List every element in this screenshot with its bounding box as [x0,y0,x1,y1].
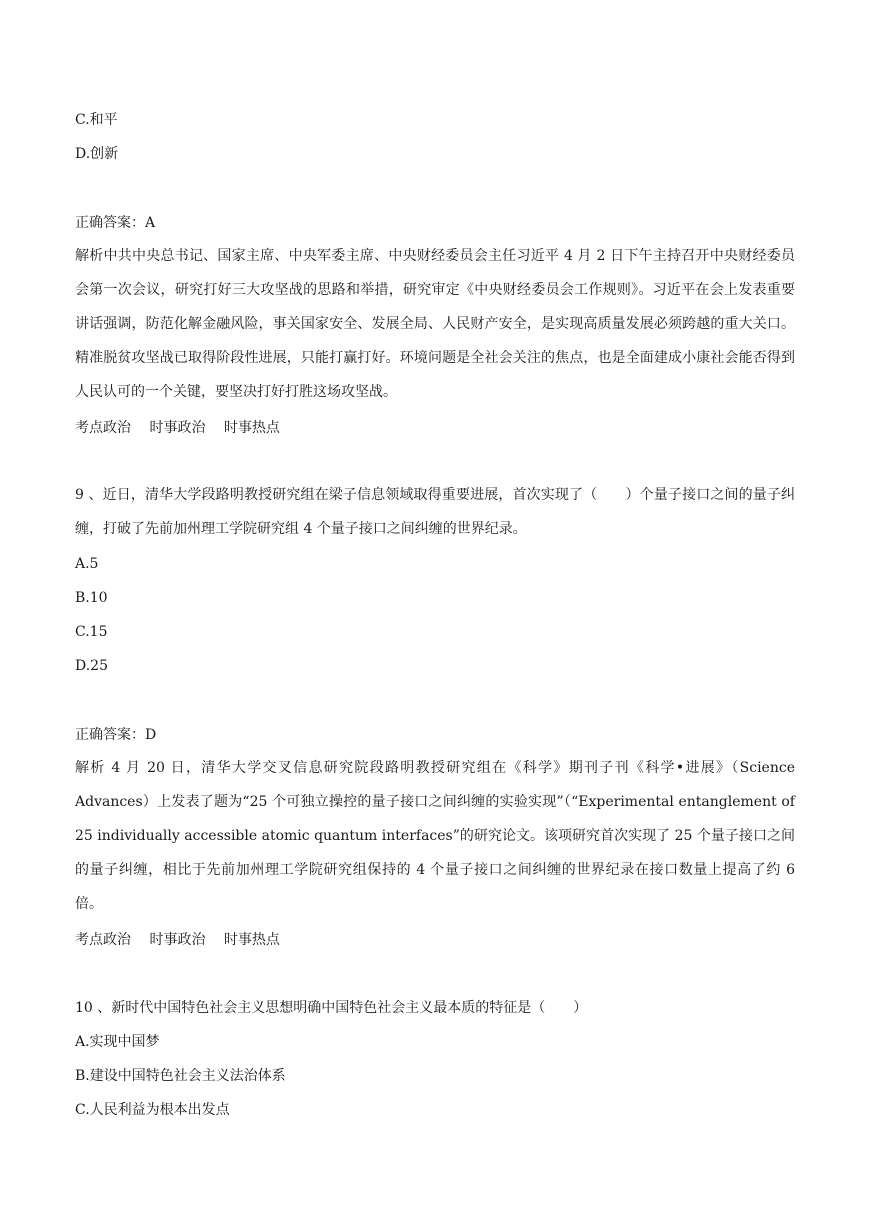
q9-option-b: B.10 [75,590,108,606]
tag-item: 时事政治 [149,932,206,948]
q10-option-a: A.实现中国梦 [75,1034,160,1050]
q9-option-a: A.5 [75,556,99,572]
answer-q9: 正确答案：D [75,727,157,743]
question-9: 9 、近日，清华大学段路明教授研究组在梁子信息领域取得重要进展，首次实现了（ ）个量子接口之间的量子纠缠，打破了先前加州理工学院研究组 4 个量子接口之间纠缠的世界纪录。 [75,487,795,537]
tag-item: 考点政治 [75,420,131,436]
option-c-prev: C.和平 [75,112,118,128]
q10-option-c: C.人民利益为根本出发点 [75,1102,230,1118]
analysis-prev: 解析中共中央总书记、国家主席、中央军委主席、中央财经委员会主任习近平 4 月 2 日下午主持召开中央财经委员会第一次会议，研究打好三大攻坚战的思路和举措，研究审定《中央财经委员会工作规则》。习近平在会上发表重要讲话强调，防范化解金融风险，事关国家安全、发展全局、人民财产安全，是实现高质量发展必须跨越的重大关口。精准脱贫攻坚战已取得阶段性进展，只能打赢打好。环境问题是全社会关注的焦点，也是全面建成小康社会能否得到人民认可的一个关键，要坚决打好打胜这场攻坚战。 [75,248,795,400]
q9-option-c: C.15 [75,624,108,640]
tags-q9 [75,930,294,950]
tag-item: 考点政治 [75,932,131,948]
question-10: 10 、新时代中国特色社会主义思想明确中国特色社会主义最本质的特征是（ ） [75,1000,588,1016]
tag-item: 时事政治 [149,420,206,436]
tag-item: 时事热点 [223,420,280,436]
q9-option-d: D.25 [75,658,108,674]
q10-option-b: B.建设中国特色社会主义法治体系 [75,1068,286,1084]
analysis-q9: 解析 4 月 20 日，清华大学交叉信息研究院段路明教授研究组在《科学》期刊子刊《科学•进展》（Science Advances）上发表了题为“25 个可独立操控的量子接口之间纠缠的实验实现”（“Experimental entanglement of 25 individually accessible atomic quantum interfaces”的研究论文。该项研究首次实现了 25 个量子接口之间的量子纠缠，相比于先前加州理工学院研究组保持的 4 个量子接口之间纠缠的世界纪录在接口数量上提高了约 6 倍。 [75,760,795,912]
option-d-prev: D.创新 [75,146,119,162]
answer-prev: 正确答案：A [75,215,156,231]
tag-item: 时事热点 [223,932,280,948]
tags-prev [75,418,294,438]
